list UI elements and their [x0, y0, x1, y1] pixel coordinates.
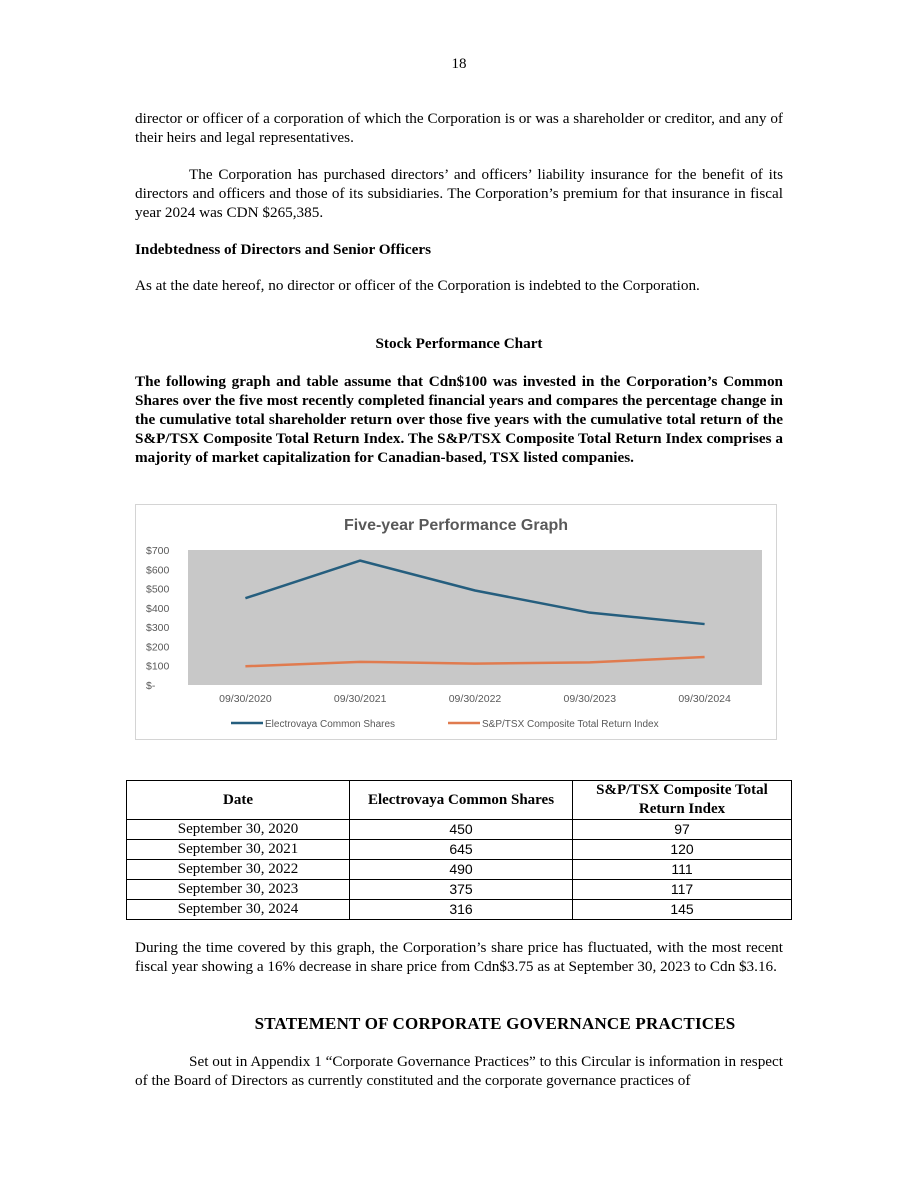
cell-electrovaya: 645	[350, 840, 573, 860]
cell-date: September 30, 2020	[127, 820, 350, 840]
y-tick-label: $100	[146, 660, 170, 673]
paragraph-liability-insurance: The Corporation has purchased directors’ and officers’ liability insurance for the benefit of its directors and officers and those of its subsidiaries. The Corporation’s premium for that insurance in fiscal year 2024 was CDN $265,385.	[135, 166, 783, 221]
performance-table	[126, 780, 792, 920]
cell-electrovaya: 375	[350, 880, 573, 900]
heading-governance: STATEMENT OF CORPORATE GOVERNANCE PRACTICES	[254, 1014, 736, 1033]
cell-sptsx: 120	[573, 840, 792, 860]
header-electrovaya: Electrovaya Common Shares	[350, 781, 573, 820]
cell-sptsx: 145	[573, 900, 792, 920]
cell-sptsx: 111	[573, 860, 792, 880]
x-tick-label: 09/30/2024	[678, 693, 731, 705]
y-tick-label: $500	[146, 583, 170, 596]
x-tick-label: 09/30/2021	[333, 693, 387, 705]
cell-date: September 30, 2023	[127, 880, 350, 900]
y-tick-label: $700	[146, 545, 170, 557]
legend-label-1: Electrovaya Common Shares	[265, 719, 396, 730]
y-tick-label: $-	[146, 680, 156, 692]
x-tick-label: 09/30/2020	[219, 693, 272, 705]
performance-chart	[135, 504, 777, 740]
table-row	[127, 820, 792, 840]
cell-electrovaya: 316	[350, 900, 573, 920]
y-tick-label: $600	[146, 564, 170, 577]
y-tick-label: $400	[146, 602, 170, 615]
heading-indebtedness: Indebtedness of Directors and Senior Officers	[135, 241, 432, 258]
paragraph-governance: Set out in Appendix 1 “Corporate Governance Practices” to this Circular is information in respect of the Board of Directors as currently constituted and the corporate governance practices of	[135, 1053, 783, 1089]
table-header-row	[127, 781, 792, 820]
header-sptsx: S&P/TSX Composite Total Return Index	[573, 781, 792, 820]
cell-sptsx: 117	[573, 880, 792, 900]
table-row	[127, 840, 792, 860]
paragraph-share-price: During the time covered by this graph, the Corporation’s share price has fluctuated, with the most recent fiscal year showing a 16% decrease in share price from Cdn$3.75 as at September 30, 2023 to Cdn $3.16.	[135, 939, 783, 975]
cell-date: September 30, 2022	[127, 860, 350, 880]
page-number: 18	[451, 56, 467, 72]
legend-label-2: S&P/TSX Composite Total Return Index	[482, 719, 659, 730]
paragraph-chart-intro: The following graph and table assume that Cdn$100 was invested in the Corporation’s Common Shares over the five most recently completed financial years and compares the percentage change in the cumulative total shareholder return over those five years with the cumulative total return of the S&P/TSX Composite Total Return Index. The S&P/TSX Composite Total Return Index comprises a majority of market capitalization for Canadian-based, TSX listed companies.	[135, 373, 783, 466]
x-tick-label: 09/30/2023	[563, 693, 617, 705]
chart-title: Five-year Performance Graph	[343, 517, 569, 534]
table-row	[127, 900, 792, 920]
cell-date: September 30, 2024	[127, 900, 350, 920]
x-tick-label: 09/30/2022	[448, 693, 502, 705]
performance-chart-svg	[136, 505, 776, 739]
paragraph-indebtedness: As at the date hereof, no director or officer of the Corporation is indebted to the Corporation.	[135, 277, 700, 294]
table-row	[127, 880, 792, 900]
paragraph-indemnity-continued: director or officer of a corporation of which the Corporation is or was a shareholder or creditor, and any of their heirs and legal representatives.	[135, 110, 783, 146]
heading-stock-performance: Stock Performance Chart	[375, 335, 543, 352]
cell-electrovaya: 490	[350, 860, 573, 880]
cell-electrovaya: 450	[350, 820, 573, 840]
header-date: Date	[127, 781, 350, 820]
y-tick-label: $200	[146, 641, 170, 654]
cell-sptsx: 97	[573, 820, 792, 840]
y-tick-label: $300	[146, 622, 170, 635]
table-row	[127, 860, 792, 880]
cell-date: September 30, 2021	[127, 840, 350, 860]
